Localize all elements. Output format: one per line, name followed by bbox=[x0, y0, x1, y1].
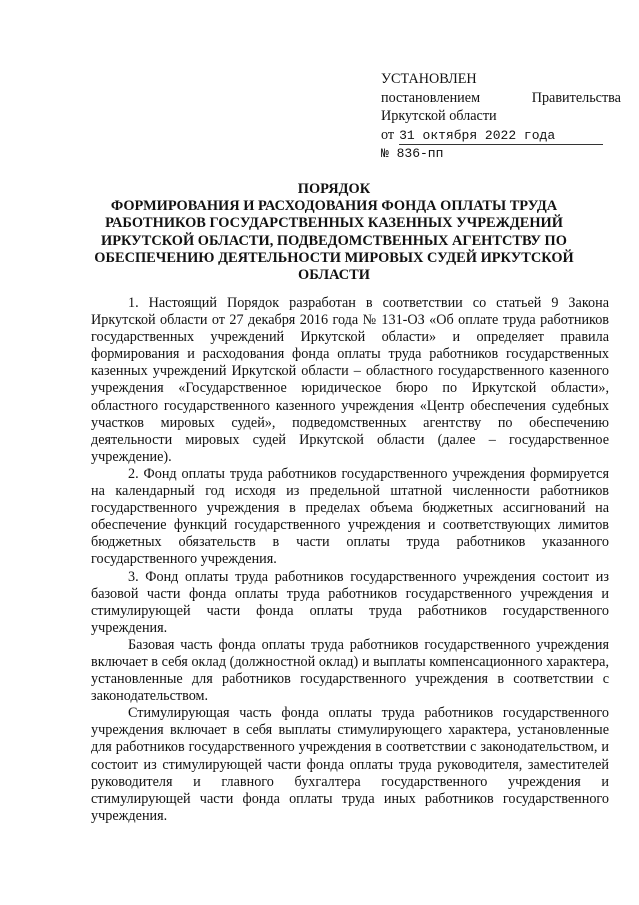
paragraph-4: Базовая часть фонда оплаты труда работников государственного учреждения включает в себя оклад (должностной оклад) и выплаты компенсационного характера, установленные для работников государственного учреждения в соответствии с законодательством. bbox=[91, 636, 609, 705]
approval-authority-line bbox=[381, 89, 621, 108]
document-title-line1: ПОРЯДОК bbox=[297, 181, 371, 197]
approval-number: № 836-пп bbox=[381, 145, 444, 161]
paragraph-1: 1. Настоящий Порядок разработан в соответствии со статьей 9 Закона Иркутской области от 27 декабря 2016 года № 131-ОЗ «Об оплате труда работников государственных учреждений Иркутской области» и определяет правила формирования и расходования фонда оплаты труда работников государственных казенных учреждений Иркутской области – областного государственного казенного учреждения «Государственное юридическое бюро по Иркутской области», областного государственного казенного учреждения «Центр обеспечения судебных участков мировых судей», подведомственных агентству по обеспечению деятельности мировых судей Иркутской области (далее – государственное учреждение). bbox=[91, 295, 609, 465]
approval-stamp bbox=[381, 70, 621, 163]
approval-status: УСТАНОВЛЕН bbox=[381, 71, 477, 87]
paragraph-5: Стимулирующая часть фонда оплаты труда работников государственного учреждения включает в себя выплаты стимулирующего характера, установленные для работников государственного учреждения в соответствии с законодательством, и состоит из стимулирующей части фонда оплаты труда руководителя, заместителей руководителя и главного бухгалтера государственного учреждения и стимулирующей части фонда оплаты труда иных работников государственного учреждения. bbox=[91, 705, 609, 824]
paragraph-3: 3. Фонд оплаты труда работников государственного учреждения состоит из базовой части фонда оплаты труда работников государственного учреждения и стимулирующей части фонда оплаты труда работников государственного учреждения. bbox=[91, 568, 609, 636]
document-body bbox=[91, 295, 609, 825]
document-title-line2: ФОРМИРОВАНИЯ И РАСХОДОВАНИЯ ФОНДА ОПЛАТЫ ТРУДА РАБОТНИКОВ ГОСУДАРСТВЕННЫХ КАЗЕННЫХ УЧРЕЖДЕНИЙ ИРКУТСКОЙ ОБЛАСТИ, ПОДВЕДОМСТВЕННЫХ АГЕНТСТВУ ПО ОБЕСПЕЧЕНИЮ ДЕЯТЕЛЬНОСТИ МИРОВЫХ СУДЕЙ ИРКУТСКОЙ ОБЛАСТИ bbox=[94, 198, 574, 284]
approval-by-org: Правительства bbox=[531, 89, 621, 106]
approval-region: Иркутской области bbox=[381, 108, 497, 124]
approval-by-word: постановлением bbox=[381, 89, 481, 106]
document-title bbox=[84, 181, 584, 284]
approval-date: 31 октября 2022 года bbox=[399, 128, 603, 145]
approval-date-line bbox=[381, 126, 621, 145]
paragraph-2: 2. Фонд оплаты труда работников государственного учреждения формируется на календарный год исходя из предельной штатной численности работников государственного учреждения в пределах объема бюджетных ассигнований на обеспечение функций государственного учреждения и соответствующих лимитов бюджетных обязательств в части оплаты труда работников указанного государственного учреждения. bbox=[91, 465, 609, 568]
approval-date-prefix: от bbox=[381, 126, 395, 143]
